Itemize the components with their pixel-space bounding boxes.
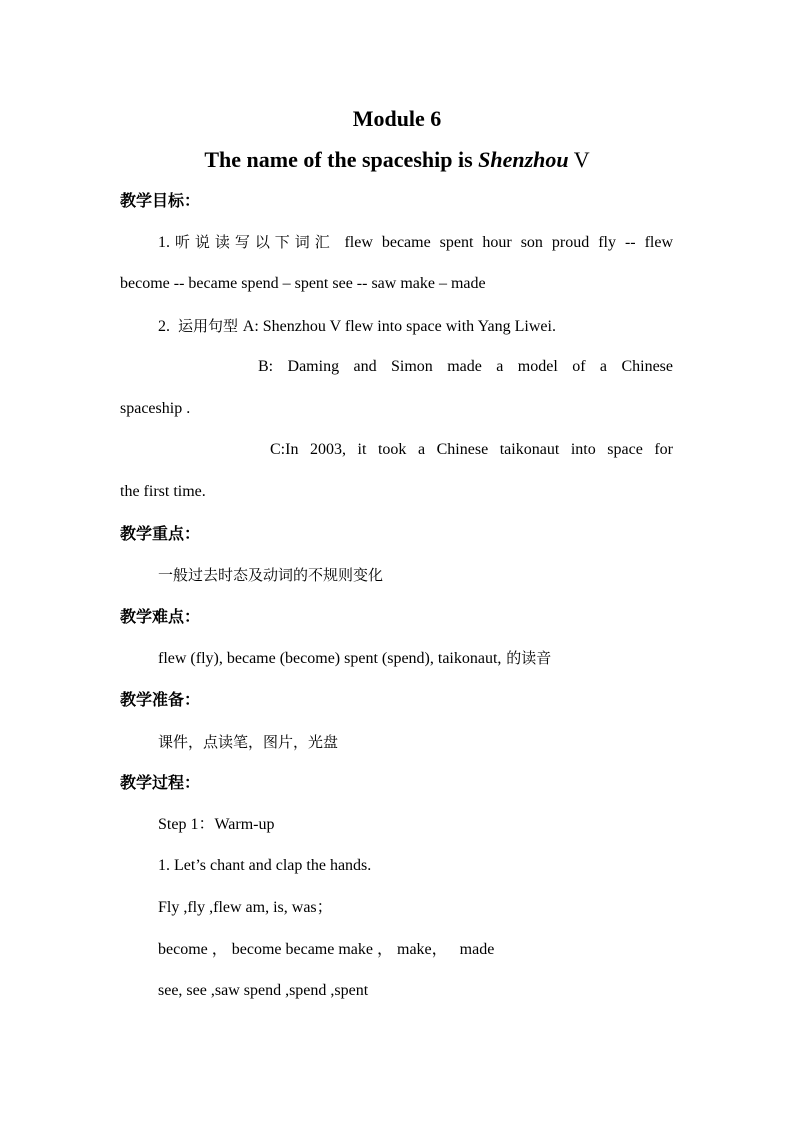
lesson-title-italic: Shenzhou: [478, 147, 569, 172]
objective-2-sentence-a: A: Shenzhou V flew into space with Yang Liwei.: [242, 318, 556, 335]
objective-1-en: flew became spent hour son proud fly -- flew: [344, 234, 673, 251]
difficulties-text: [158, 648, 551, 669]
objective-1-line-1: [158, 232, 673, 253]
objective-1-cn: 听说读写以下词汇: [170, 233, 345, 251]
objective-2-sentence-b-line-2: spaceship .: [120, 400, 191, 417]
objective-2-sentence-b-line-1: B: Daming and Simon made a model of a Chinese: [258, 358, 673, 375]
difficulties-heading: 教学难点：: [120, 607, 201, 626]
objectives-heading: 教学目标：: [120, 191, 201, 210]
chant-line-2: become ， become became make ， make， made: [158, 941, 495, 958]
chant-title: 1. Let’s chant and clap the hands.: [158, 857, 372, 874]
objective-2-cn: 运用句型: [178, 317, 243, 335]
lesson-title-prefix: The name of the spaceship is: [204, 147, 479, 172]
objective-1-number: 1.: [158, 234, 170, 251]
preparation-text: 课件，点读笔，图片，光盘: [158, 733, 339, 751]
module-title: Module 6: [352, 106, 442, 131]
objective-2-line: [158, 316, 556, 337]
objective-2-sentence-c-line-2: the first time.: [120, 483, 206, 500]
key-points-text: 一般过去时态及动词的不规则变化: [158, 566, 384, 584]
objective-2-sentence-c-line-1: C:In 2003, it took a Chinese taikonaut into space for: [270, 441, 673, 458]
lesson-title-suffix: V: [568, 147, 590, 172]
process-heading: 教学过程：: [120, 773, 201, 792]
chant-line-3: see, see ,saw spend ,spend ,spent: [158, 982, 369, 999]
lesson-title: [0, 147, 794, 173]
chant-line-1: Fly ,fly ,flew am, is, was；: [158, 899, 333, 916]
step-1-label: Step 1：Warm-up: [158, 816, 275, 833]
objective-1-line-2: become -- became spend – spent see -- saw make – made: [120, 275, 486, 292]
difficulties-text-en: flew (fly), became (become) spent (spend), taikonaut,: [158, 650, 502, 667]
key-points-heading: 教学重点：: [120, 524, 201, 543]
difficulties-text-cn: 的读音: [501, 649, 552, 667]
objective-2-number: 2.: [158, 318, 170, 335]
preparation-heading: 教学准备：: [120, 690, 201, 709]
